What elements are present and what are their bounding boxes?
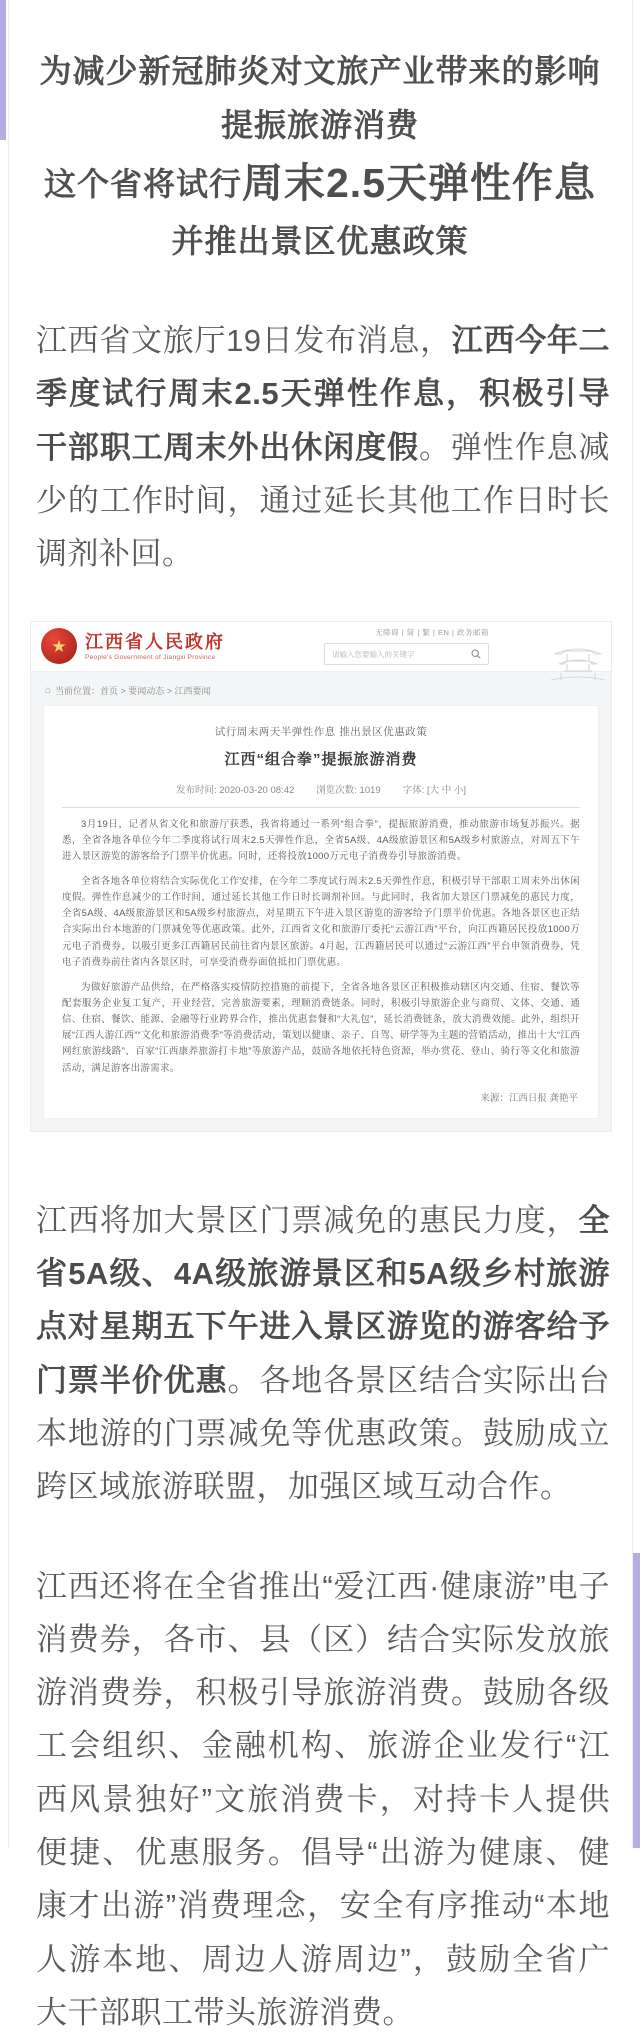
article-paragraph-1: 江西省文旅厅19日发布消息，江西今年二季度试行周末2.5天弹性作息，积极引导干部职工周末外出休闲度假。弹性作息减少的工作时间，通过延长其他工作日时长调剂补回。	[36, 323, 611, 572]
gov-site-logo	[85, 632, 225, 661]
gov-site-name-en: People's Government of Jiangxi Province	[85, 653, 216, 661]
headline-line-3-prefix: 这个省将试行	[43, 166, 242, 202]
headline-line-4: 并推出景区优惠政策	[171, 223, 469, 259]
gov-paragraph-1: 3月19日，记者从省文化和旅游厅获悉，我省将通过一系列“组合拳”，提振旅游消费，推动旅游市场复苏振兴。据悉，全省各地各单位今年二季度将试行周末2.5天弹性作息，全省5A级、4A级旅游景区和5A级乡村旅游点，对周五下午进入景区游览的游客给予门票半价优惠。同时，还将投放1000万元电子消费券引导旅游消费。	[62, 818, 580, 862]
gov-article-subtitle: 试行周末两天半弹性作息 推出景区优惠政策	[214, 725, 428, 738]
gov-site-name: 江西省人民政府	[85, 631, 225, 652]
gov-top-links: 无障碍 | 简 | 繁 | EN | 政务邮箱	[375, 628, 489, 638]
article-paragraph-2: 江西将加大景区门票减免的惠民力度，全省5A级、4A级旅游景区和5A级乡村旅游点对星期五下午进入景区游览的游客给予门票半价优惠。各地各景区结合实际出台本地游的门票减免等优惠政策。鼓励成立跨区域旅游联盟，加强区域互动合作。	[36, 1202, 611, 1505]
headline-line-3-emphasis: 周末2.5天弹性作息	[242, 160, 596, 206]
breadcrumb	[43, 680, 599, 705]
gov-article-meta	[62, 782, 580, 796]
search-placeholder: 请输入您要输入的关键字	[332, 649, 415, 659]
view-count: 浏览次数: 1019	[316, 784, 381, 796]
gov-article-source: 来源：江西日报 龚艳平	[480, 1092, 578, 1104]
emblem-star-glyph: ★	[51, 636, 67, 656]
left-accent-bar	[0, 0, 6, 140]
pavilion-sketch-icon	[547, 638, 609, 686]
national-emblem-icon	[41, 628, 77, 664]
gov-site-content	[31, 672, 611, 1131]
breadcrumb-text: 当前位置：首页 > 要闻动态 > 江西要闻	[55, 685, 211, 696]
right-accent-bar	[633, 1553, 640, 1848]
publish-time: 发布时间: 2020-03-20 08:42	[175, 784, 295, 796]
home-icon: ⌂	[45, 684, 52, 696]
gov-site-header	[31, 622, 611, 672]
gov-paragraph-2: 全省各地各单位将结合实际优化工作安排，在今年二季度试行周末2.5天弹性作息，积极引导干部职工周末外出休闲度假。弹性作息减少的工作时间，通过延长其他工作日时长调剂补回。与此同时，我省加大景区门票减免的惠民力度，全省5A级、4A级旅游景区和5A级乡村旅游点，对星期五下午进入景区游览的游客给予门票半价优惠。各地各景区也正结合实际出台本地游的门票减免等优惠政策。此外，江西省文化和旅游厅委托“云游江西”平台，向江西籍居民投放1000万元电子消费券，以吸引更多江西籍居民前往省内景区旅游。4月起，江西籍居民可以通过“云游江西”平台申领消费券，凭电子消费券前往省内各景区时，可享受消费券面值抵扣门票优惠。	[62, 875, 580, 968]
search-icon	[471, 649, 481, 659]
headline-line-3	[0, 152, 640, 214]
gov-article-title: 江西“组合拳”提振旅游消费	[224, 750, 418, 768]
headline-line-1: 为减少新冠肺炎对文旅产业带来的影响	[39, 53, 601, 89]
gov-header-right	[324, 627, 489, 665]
search-input	[324, 643, 489, 665]
gov-paragraph-3: 为做好旅游产品供给，在严格落实疫情防控措施的前提下，全省各地各景区正积极推动辖区内交通、住宿、餐饮等配套服务企业复工复产，开业经营，完善旅游要素，理顺消费链条。同时，积极引导旅游企业与商贸、文体、交通、通信、住宿、餐饮、能源、金融等行业跨界合作，推出优惠套餐和“大礼包”，延长消费链条，放大消费效能。此外，组织开展“江西人游江西”“文化和旅游消费季”等消费活动，策划以健康、亲子、自驾、研学等为主题的营销活动，推出十大“江西网红旅游线路”、百家“江西康养旅游打卡地”等旅游产品，鼓励各地依托特色资源，举办赏花、登山、骑行等文化和旅游活动，满足游客出游需求。	[62, 981, 580, 1074]
headline-line-2: 提振旅游消费	[220, 107, 419, 143]
gov-website-screenshot-image[interactable]	[30, 621, 612, 1132]
meta-divider	[62, 807, 580, 808]
article-headline	[0, 0, 640, 268]
gov-article-body	[62, 817, 580, 1077]
font-size-switcher: 字体: [大 中 小]	[402, 784, 467, 796]
gov-article-card	[43, 705, 599, 1119]
article-paragraph-3: 江西还将在全省推出“爱江西·健康游”电子消费券，各市、县（区）结合实际发放旅游消费券，积极引导旅游消费。鼓励各级工会组织、金融机构、旅游企业发行“江西风景独好”文旅消费卡，对持卡人提供便捷、优惠服务。倡导“出游为健康、健康才出游”消费理念，安全有序推动“本地人游本地、周边人游周边”，鼓励全省广大干部职工带头旅游消费。	[36, 1568, 610, 2031]
